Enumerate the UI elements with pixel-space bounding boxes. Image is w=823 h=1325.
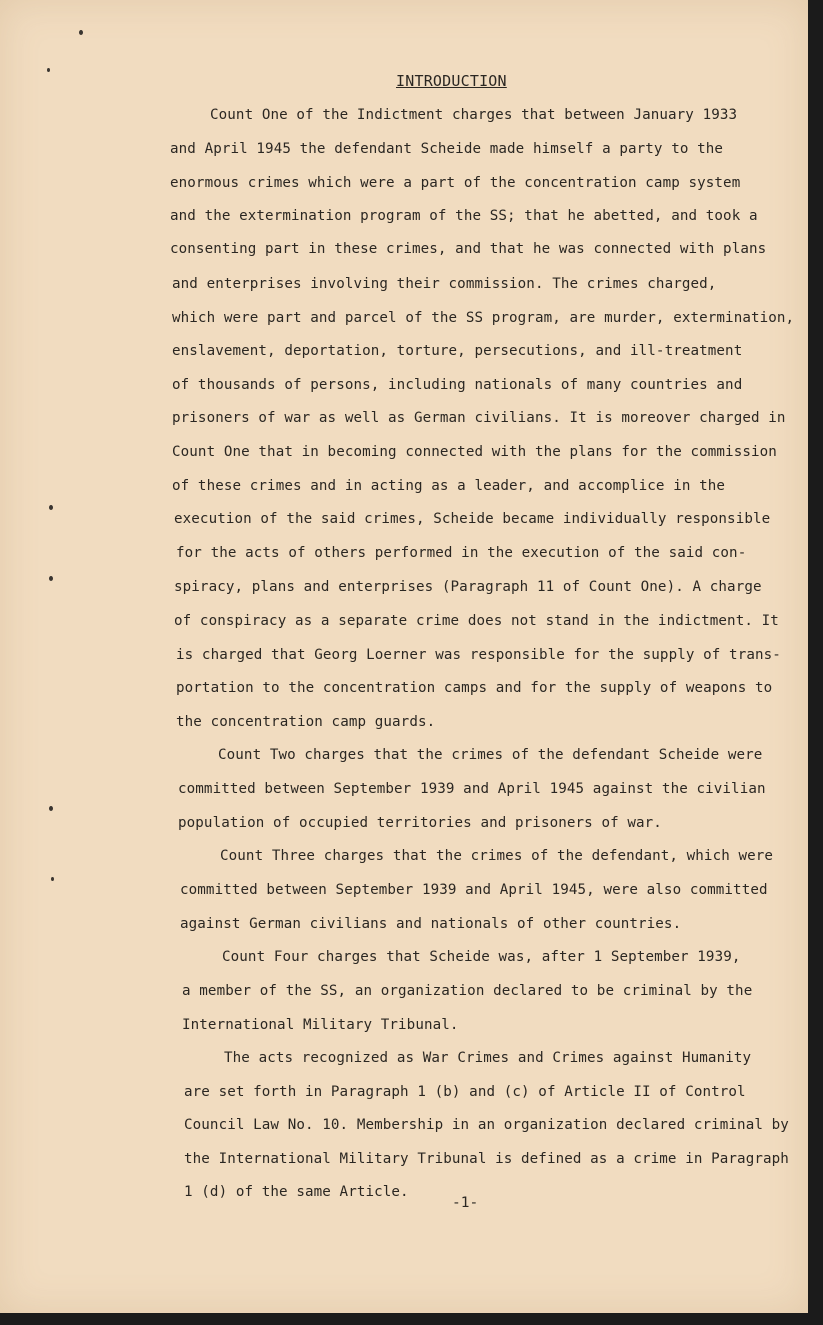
text-line: Count Three charges that the crimes of the defendant, which were [220, 848, 774, 864]
text-line: and the extermination program of the SS; that he abetted, and took a [170, 208, 758, 224]
text-line: The acts recognized as War Crimes and Crimes against Humanity [224, 1050, 752, 1066]
text-line: of these crimes and in acting as a leader, and accomplice in the [172, 478, 726, 494]
text-line: International Military Tribunal. [182, 1017, 459, 1033]
text-line: committed between September 1939 and April 1945 against the civilian [178, 781, 766, 797]
text-line: are set forth in Paragraph 1 (b) and (c) of Article II of Control [184, 1084, 746, 1100]
paper-speck [47, 68, 50, 72]
text-line: prisoners of war as well as German civilians. It is moreover charged in [172, 410, 786, 426]
paper-speck [79, 30, 83, 35]
text-line: the International Military Tribunal is defined as a crime in Paragraph [184, 1151, 789, 1167]
text-line: of thousands of persons, including nationals of many countries and [172, 377, 743, 393]
text-line: portation to the concentration camps and for the supply of weapons to [176, 680, 773, 696]
text-line: population of occupied territories and prisoners of war. [178, 815, 662, 831]
text-line: and enterprises involving their commission. The crimes charged, [172, 276, 717, 292]
text-line: Count Two charges that the crimes of the defendant Scheide were [218, 747, 763, 763]
paper-speck [49, 576, 53, 581]
text-line: enslavement, deportation, torture, persecutions, and ill-treatment [172, 343, 743, 359]
text-line: Council Law No. 10. Membership in an organization declared criminal by [184, 1117, 789, 1133]
paper-speck [49, 806, 53, 811]
text-line: 1 (d) of the same Article. [184, 1184, 409, 1200]
text-line: against German civilians and nationals of other countries. [180, 916, 682, 932]
text-line: committed between September 1939 and April 1945, were also committed [180, 882, 768, 898]
text-line: for the acts of others performed in the execution of the said con- [176, 545, 747, 561]
text-line: of conspiracy as a separate crime does not stand in the indictment. It [174, 613, 779, 629]
page-number: -1- [452, 1195, 479, 1211]
paper-speck [51, 877, 54, 881]
text-line: enormous crimes which were a part of the concentration camp system [170, 175, 741, 191]
text-line: and April 1945 the defendant Scheide made himself a party to the [170, 141, 724, 157]
text-line: consenting part in these crimes, and that he was connected with plans [170, 241, 767, 257]
text-line: a member of the SS, an organization declared to be criminal by the [182, 983, 753, 999]
text-line: is charged that Georg Loerner was responsible for the supply of trans- [176, 647, 781, 663]
text-line: Count Four charges that Scheide was, after 1 September 1939, [222, 949, 741, 965]
text-line: Count One that in becoming connected with the plans for the commission [172, 444, 777, 460]
text-line: spiracy, plans and enterprises (Paragraph 11 of Count One). A charge [174, 579, 762, 595]
text-line: Count One of the Indictment charges that between January 1933 [210, 107, 738, 123]
paper-speck [49, 505, 53, 510]
text-line: which were part and parcel of the SS program, are murder, extermination, [172, 310, 795, 326]
text-line: execution of the said crimes, Scheide became individually responsible [174, 511, 771, 527]
page-title: INTRODUCTION [396, 72, 507, 90]
text-line: the concentration camp guards. [176, 714, 436, 730]
